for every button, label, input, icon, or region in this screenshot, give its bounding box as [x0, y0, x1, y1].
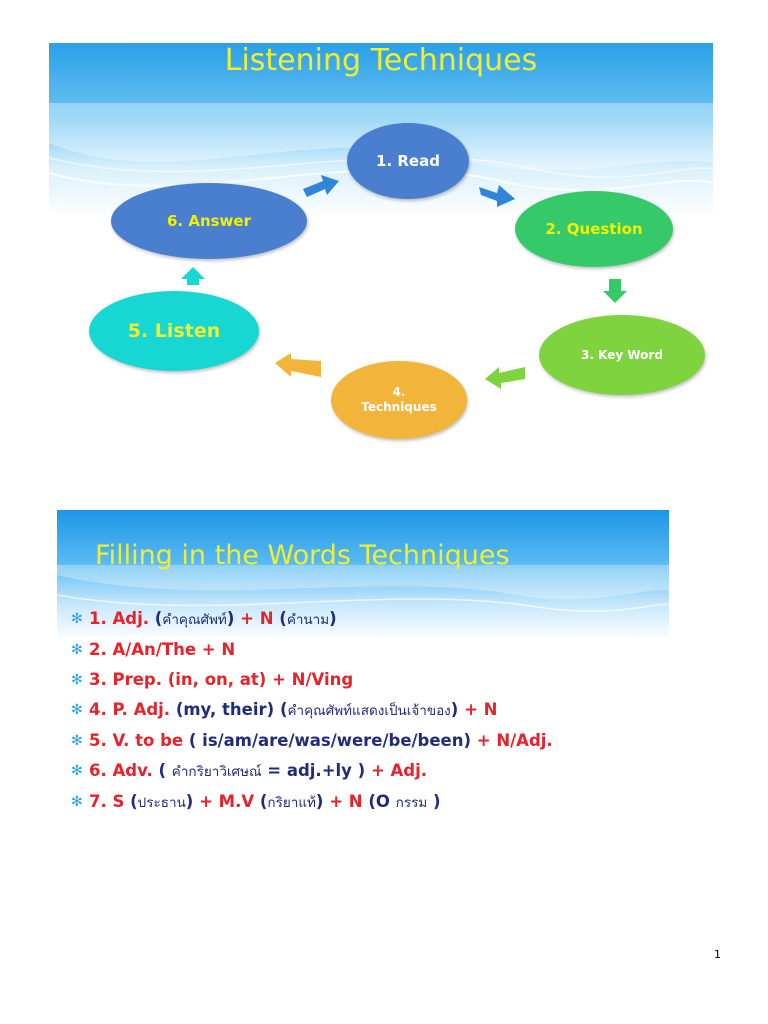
arrow-answer-to-read: [301, 171, 341, 201]
item-text: 1. Adj.: [89, 609, 155, 628]
arrow-techniques-to-listen: [273, 351, 323, 379]
slide-title: Filling in the Words Techniques: [95, 540, 510, 571]
list-item: [71, 791, 661, 814]
step-techniques-label: Techniques: [361, 400, 437, 414]
item-text: (: [130, 792, 138, 811]
list-item: [71, 730, 661, 752]
list-item: [71, 699, 661, 722]
bullet-star-icon: ✻: [71, 642, 83, 658]
step-techniques-number: 4.: [392, 385, 406, 399]
bullet-star-icon: ✻: [71, 733, 83, 749]
item-text: ( is/am/are/was/were/be/been): [188, 731, 472, 750]
item-text: ): [315, 792, 324, 811]
item-text: 5. V. to be: [89, 731, 189, 750]
item-text-thai: กริยาแท้: [267, 795, 316, 811]
arrow-listen-to-answer: [179, 265, 207, 287]
slide-listening-techniques: [49, 43, 713, 459]
step-key-word: [539, 315, 705, 395]
item-text: + M.V: [193, 792, 260, 811]
item-text: 7. S: [89, 792, 131, 811]
item-text: (O: [368, 792, 396, 811]
list-item: [71, 669, 661, 691]
item-text: 2. A/An/The + N: [89, 640, 236, 659]
item-text-thai: คำคุณศัพท์แสดงเป็นเจ้าของ: [287, 703, 451, 719]
step-answer-label: 6. Answer: [166, 212, 251, 230]
item-text: (: [279, 609, 287, 628]
item-text-thai: คำคุณศัพท์: [162, 612, 227, 628]
item-text: = adj.+ly ): [261, 761, 371, 780]
arrow-question-to-keyword: [601, 277, 629, 305]
item-text-thai: ประธาน: [137, 795, 186, 811]
item-text: ): [226, 609, 235, 628]
list-item: [71, 639, 661, 661]
item-text: + Adj.: [370, 761, 428, 780]
item-text: ): [450, 700, 459, 719]
bullet-star-icon: ✻: [71, 611, 83, 627]
list-item: [71, 760, 661, 783]
item-text-thai: คำนาม: [286, 612, 330, 628]
arrow-read-to-question: [477, 179, 517, 209]
item-text-thai: คำกริยาวิเศษณ์: [171, 764, 262, 780]
bullet-star-icon: ✻: [71, 672, 83, 688]
technique-list: [71, 608, 661, 822]
item-text-thai: กรรม: [395, 795, 428, 811]
item-text: + N: [458, 700, 498, 719]
item-text: 6. Adv.: [89, 761, 159, 780]
arrow-keyword-to-techniques: [483, 361, 527, 391]
item-text: 4. P. Adj.: [89, 700, 176, 719]
item-text: ): [329, 609, 337, 628]
step-listen: [89, 291, 259, 371]
slide-title: Listening Techniques: [224, 43, 538, 78]
step-question: [515, 191, 673, 267]
item-text: + N: [323, 792, 369, 811]
item-text: (my, their) (: [175, 700, 288, 719]
bullet-star-icon: ✻: [71, 763, 83, 779]
item-text: + N/Adj.: [471, 731, 553, 750]
step-listen-label: 5. Listen: [127, 320, 221, 342]
step-key-word-label: 3. Key Word: [581, 348, 663, 362]
item-text: ): [185, 792, 194, 811]
step-read-label: 1. Read: [376, 152, 440, 170]
list-item: [71, 608, 661, 631]
slide-filling-words-techniques: [57, 510, 669, 872]
step-answer: [111, 183, 307, 259]
item-text: (: [154, 609, 163, 628]
item-text: 3. Prep. (in, on, at) + N/Ving: [89, 670, 354, 689]
step-techniques: [331, 361, 467, 439]
page-number: 1: [714, 948, 721, 961]
step-read: [347, 123, 469, 199]
bullet-star-icon: ✻: [71, 794, 83, 810]
step-question-label: 2. Question: [545, 220, 643, 238]
item-text: ): [427, 792, 441, 811]
item-text: (: [158, 761, 172, 780]
item-text: + N: [234, 609, 280, 628]
item-text: (: [259, 792, 268, 811]
bullet-star-icon: ✻: [71, 702, 83, 718]
